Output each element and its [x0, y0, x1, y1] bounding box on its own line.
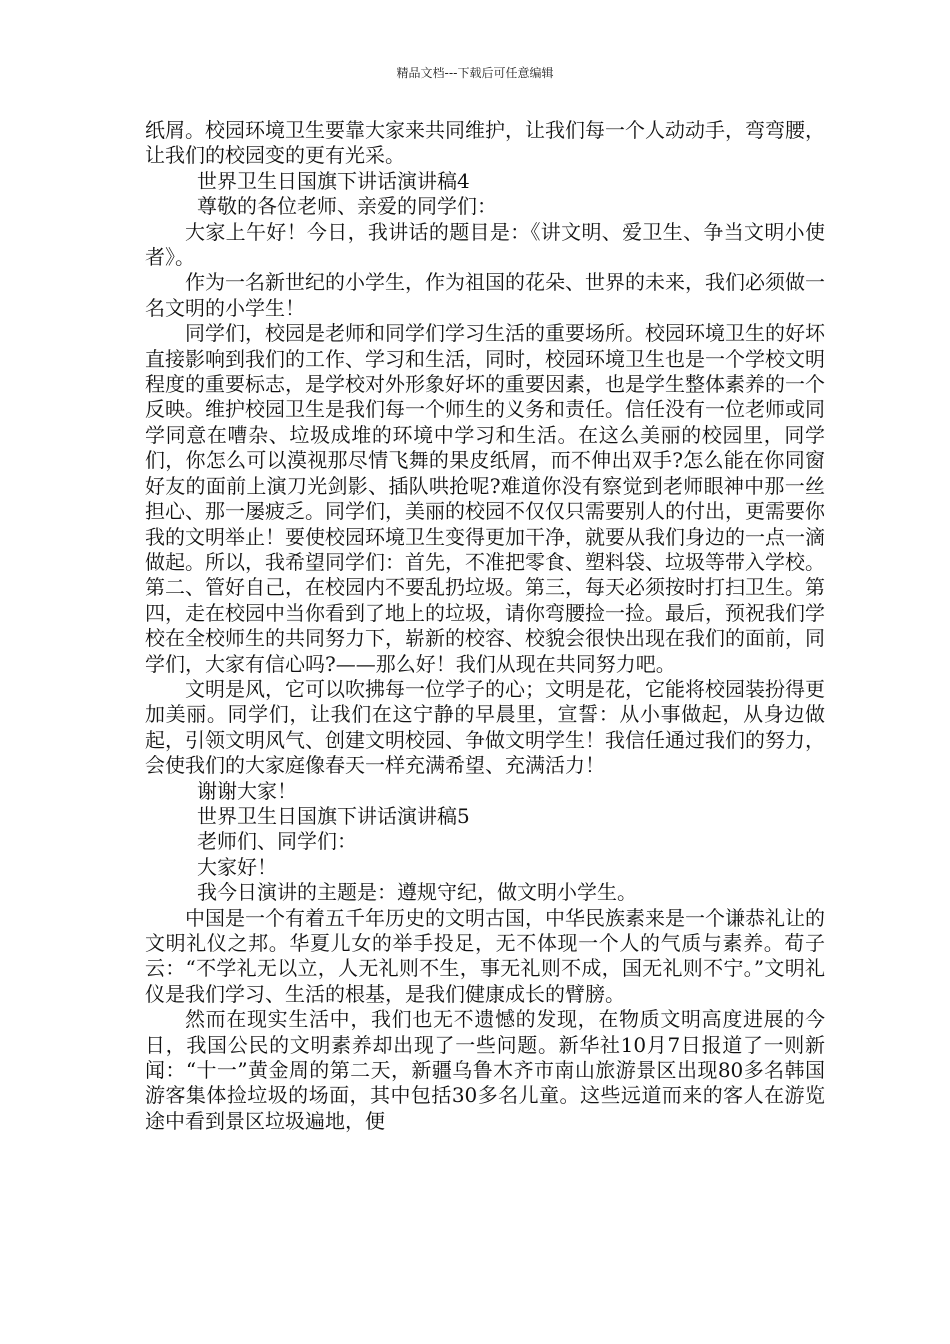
paragraph: 然而在现实生活中，我们也无不遗憾的发现，在物质文明高度进展的今日，我国公民的文明素养却出现了一些问题。新华社10月7日报道了一则新闻：“十一”黄金周的第二天，新疆乌鲁木齐市南山旅游景区出现80多名韩国游客集体捡垃圾的场面，其中包括30多名儿童。这些远道而来的客人在游览途中看到景区垃圾遍地，便: [145, 1007, 825, 1133]
paragraph: 大家上午好！今日，我讲话的题目是：《讲文明、爱卫生、争当文明小使者》。: [145, 219, 825, 270]
speech-title: 世界卫生日国旗下讲话演讲稿4: [197, 168, 470, 193]
salutation: 老师们、同学们：: [197, 829, 357, 854]
paragraph: 同学们，校园是老师和同学们学习生活的重要场所。校园环境卫生的好坏直接影响到我们的工作、学习和生活，同时，校园环境卫生也是一个学校文明程度的重要标志，是学校对外形象好坏的重要因素，也是学生整体素养的一个反映。维护校园卫生是我们每一个师生的义务和责任。信任没有一位老师或同学同意在嘈杂、垃圾成堆的环境中学习和生活。在这么美丽的校园里，同学们，你怎么可以漠视那尽情飞舞的果皮纸屑，而不伸出双手?怎么能在你同窗好友的面前上演刀光剑影、插队哄抢呢?难道你没有察觉到老师眼神中那一丝担心、那一屡疲乏。同学们，美丽的校园不仅仅只需要别人的付出，更需要你我的文明举止！要使校园环境卫生变得更加干净，就要从我们身边的一点一滴做起。所以，我希望同学们：首先，不准把零食、塑料袋、垃圾等带入学校。第二、管好自己，在校园内不要乱扔垃圾。第三，每天必须按时打扫卫生。第四，走在校园中当你看到了地上的垃圾，请你弯腰捡一捡。最后，预祝我们学校在全校师生的共同努力下，崭新的校容、校貌会很快出现在我们的面前，同学们，大家有信心吗?——那么好！我们从现在共同努力吧。: [145, 321, 825, 676]
paragraph: 文明是风，它可以吹拂每一位学子的心；文明是花，它能将校园装扮得更加美丽。同学们，让我们在这宁静的早晨里，宣誓：从小事做起，从身边做起，引领文明风气、创建文明校园、争做文明学生！我信任通过我们的努力，会使我们的大家庭像春天一样充满希望、充满活力！: [145, 676, 825, 778]
paragraph: 中国是一个有着五千年历史的文明古国，中华民族素来是一个谦恭礼让的文明礼仪之邦。华夏儿女的举手投足，无不体现一个人的气质与素养。荀子云：“不学礼无以立，人无礼则不生，事无礼则不成，国无礼则不宁。”文明礼仪是我们学习、生活的根基，是我们健康成长的臂膀。: [145, 905, 825, 1006]
greeting: 大家好！: [197, 854, 277, 879]
speech-title: 世界卫生日国旗下讲话演讲稿5: [197, 803, 470, 828]
document-body: [145, 118, 825, 1134]
page-header: 精品文档---下载后可任意编辑: [396, 66, 554, 80]
salutation: 尊敬的各位老师、亲爱的同学们：: [197, 194, 497, 219]
closing-line: 谢谢大家！: [197, 778, 297, 803]
paragraph: 纸屑。校园环境卫生要靠大家来共同维护，让我们每一个人动动手，弯弯腰，让我们的校园变的更有光采。: [145, 118, 825, 168]
speech-theme: 我今日演讲的主题是：遵规守纪，做文明小学生。: [197, 880, 637, 905]
paragraph: 作为一名新世纪的小学生，作为祖国的花朵、世界的未来，我们必须做一名文明的小学生！: [145, 270, 825, 320]
